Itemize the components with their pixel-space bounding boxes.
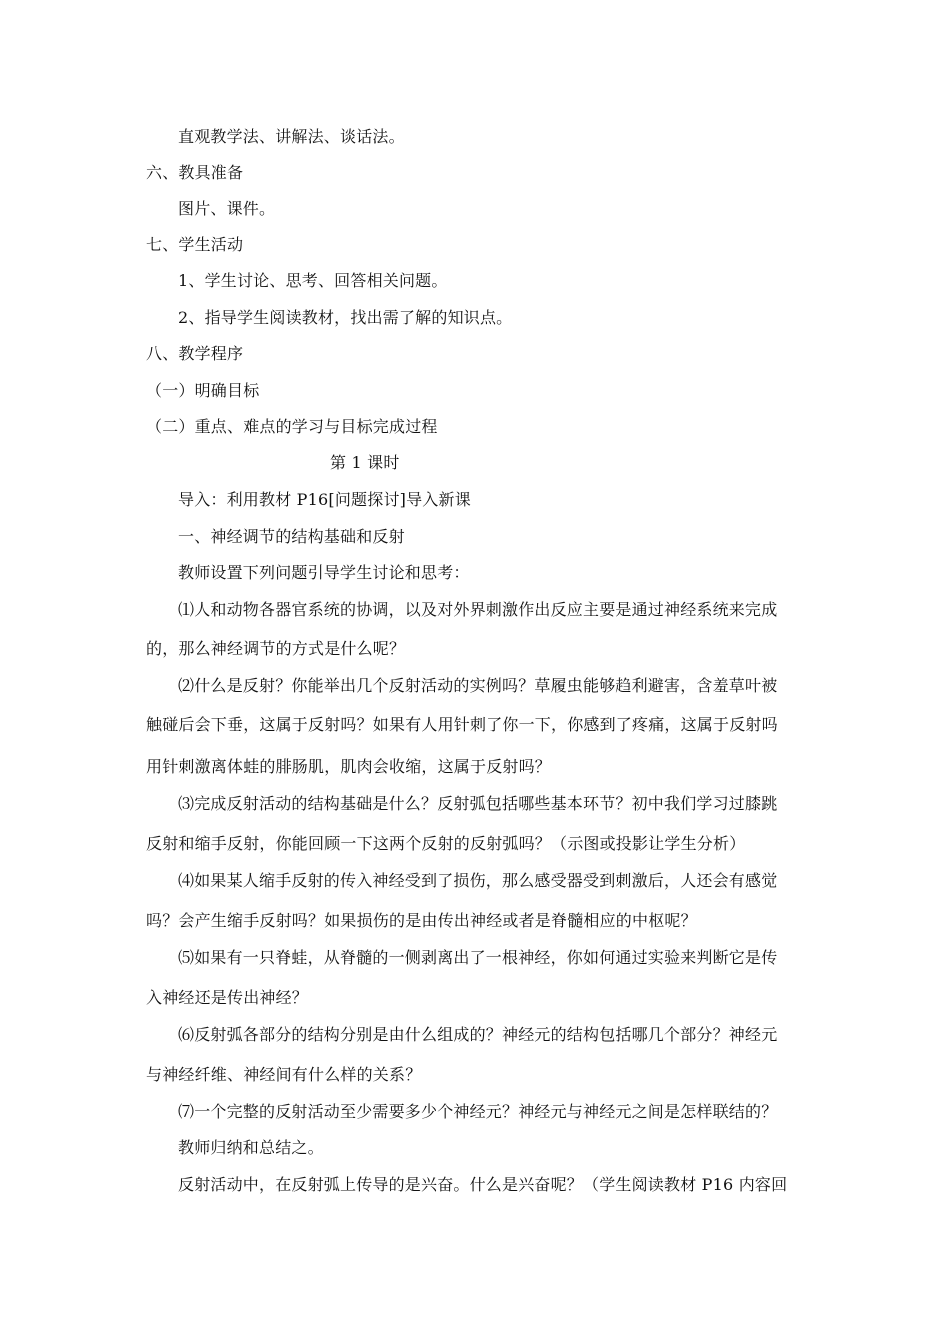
question-4-line-1: ⑷如果某人缩手反射的传入神经受到了损伤，那么感受器受到刺激后，人还会有感觉 (178, 871, 778, 890)
question-6-line-1: ⑹反射弧各部分的结构分别是由什么组成的？神经元的结构包括哪几个部分？神经元 (178, 1025, 778, 1044)
question-7-line-1: ⑺一个完整的反射活动至少需要多少个神经元？神经元与神经元之间是怎样联结的？ (178, 1102, 778, 1121)
subheading-key-points: （二）重点、难点的学习与目标完成过程 (146, 417, 438, 436)
question-5-line-2: 入神经还是传出神经？ (146, 988, 309, 1007)
question-1-line-1: ⑴人和动物各器官系统的协调，以及对外界刺激作出反应主要是通过神经系统来完成 (178, 600, 778, 619)
student-activity-item-1: 1、学生讨论、思考、回答相关问题。 (178, 271, 448, 290)
question-2-line-3: 用针刺激离体蛙的腓肠肌，肌肉会收缩，这属于反射吗？ (146, 757, 552, 776)
question-6-line-2: 与神经纤维、神经间有什么样的关系？ (146, 1065, 422, 1084)
section-heading-teaching-procedure: 八、教学程序 (146, 344, 244, 363)
section-heading-teaching-aids: 六、教具准备 (146, 163, 244, 182)
teaching-methods-text: 直观教学法、讲解法、谈话法。 (178, 127, 405, 146)
section-heading-student-activities: 七、学生活动 (146, 235, 244, 254)
introduction-text: 导入：利用教材 P16[问题探讨]导入新课 (178, 490, 471, 509)
question-1-line-2: 的，那么神经调节的方式是什么呢？ (146, 639, 406, 658)
teacher-summary-text: 教师归纳和总结之。 (178, 1138, 324, 1157)
excitation-paragraph-line-1: 反射活动中，在反射弧上传导的是兴奋。什么是兴奋呢？（学生阅读教材 P16 内容回 (178, 1175, 788, 1194)
question-4-line-2: 吗？会产生缩手反射吗？如果损伤的是由传出神经或者是脊髓相应的中枢呢？ (146, 911, 697, 930)
teaching-aids-text: 图片、课件。 (178, 199, 276, 218)
question-5-line-1: ⑸如果有一只脊蛙，从脊髓的一侧剥离出了一根神经，你如何通过实验来判断它是传 (178, 948, 778, 967)
question-3-line-1: ⑶完成反射活动的结构基础是什么？反射弧包括哪些基本环节？初中我们学习过膝跳 (178, 794, 778, 813)
teacher-question-intro: 教师设置下列问题引导学生讨论和思考： (178, 563, 470, 582)
subheading-objectives: （一）明确目标 (146, 381, 260, 400)
student-activity-item-2: 2、指导学生阅读教材，找出需了解的知识点。 (178, 308, 513, 327)
question-3-line-2: 反射和缩手反射，你能回顾一下这两个反射的反射弧吗？（示图或投影让学生分析） (146, 834, 746, 853)
topic-heading: 一、神经调节的结构基础和反射 (178, 527, 405, 546)
question-2-line-1: ⑵什么是反射？你能举出几个反射活动的实例吗？草履虫能够趋利避害，含羞草叶被 (178, 676, 778, 695)
lesson-period-title: 第 1 课时 (330, 453, 400, 472)
question-2-line-2: 触碰后会下垂，这属于反射吗？如果有人用针刺了你一下，你感到了疼痛，这属于反射吗 (146, 715, 778, 734)
